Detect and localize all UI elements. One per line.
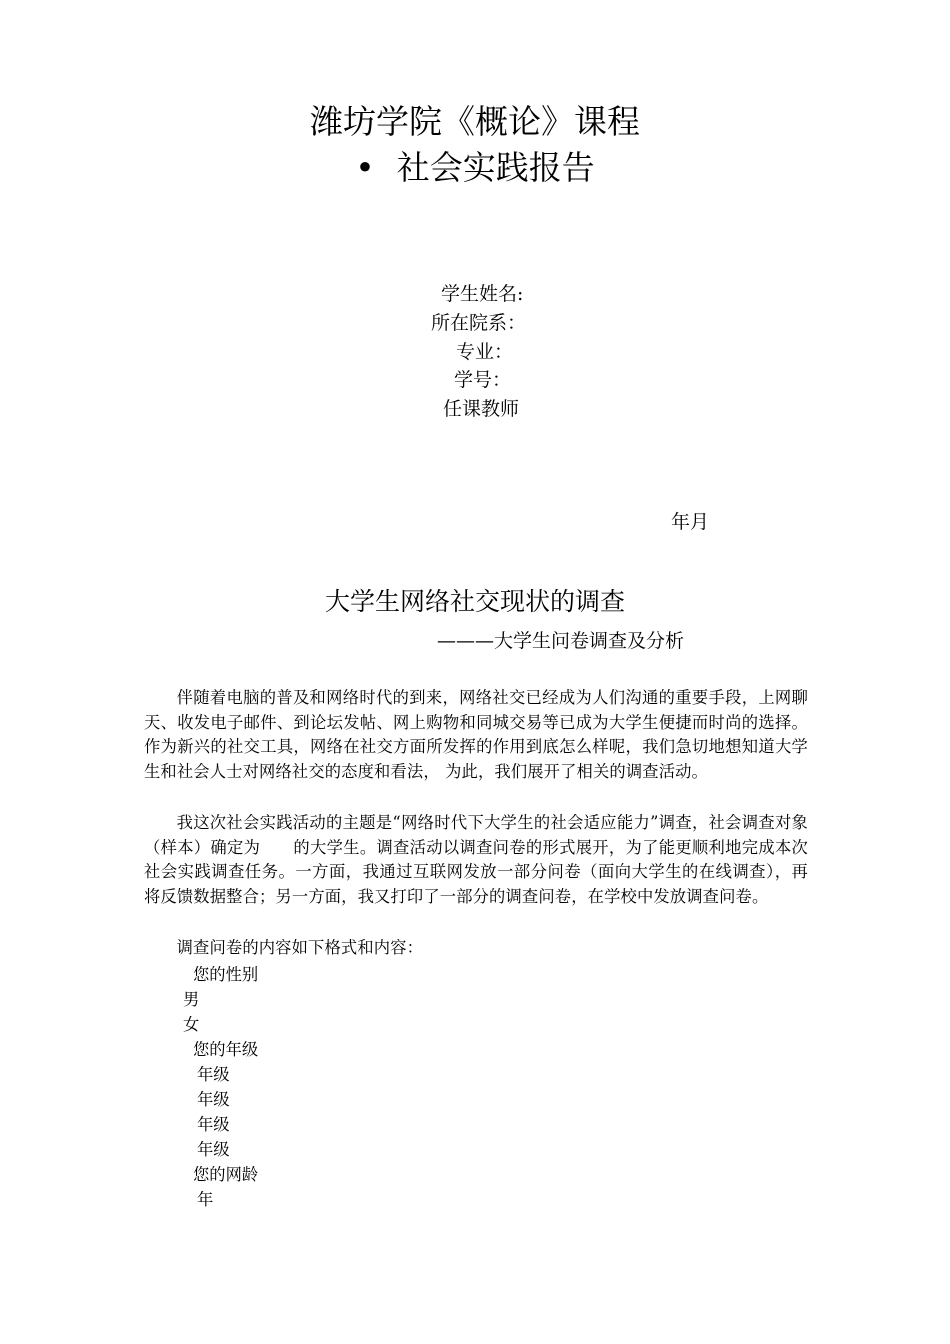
option-grade-4: 年级: [197, 1140, 230, 1159]
option-grade-1: 年级: [197, 1065, 230, 1084]
paragraph-method: 我这次社会实践活动的主题是“网络时代下大学生的社会适应能力”调查，社会调查对象（样本）确定为 的大学生。调查活动以调查问卷的形式展开，为了能更顺利地完成本次社会实践调查任务。一方面，我通过互联网发放一部分问卷（面向大学生的在线调查），再将反馈数据整合；另一方面，我又打印了一部分的调查问卷，在学校中发放调查问卷。: [144, 813, 808, 906]
option-male: 男: [183, 990, 200, 1009]
question-internet-age: 您的网龄: [193, 1165, 259, 1184]
teacher-label: 任课教师: [443, 398, 520, 420]
option-female: 女: [183, 1015, 200, 1034]
paragraph-intro: 伴随着电脑的普及和网络时代的到来，网络社交已经成为人们沟通的重要手段，上网聊天、收发电子邮件、到论坛发帖、网上购物和同城交易等已成为大学生便捷而时尚的选择。作为新兴的社交工具，网络在社交方面所发挥的作用到底怎么样呢，我们急切地想知道大学生和社会人士对网络社交的态度和看法， 为此，我们展开了相关的调查活动。: [144, 688, 808, 781]
bullet-mark: •: [355, 148, 375, 187]
report-subtitle: ———大学生问卷调查及分析: [437, 630, 685, 652]
date-label: 年月: [671, 511, 710, 533]
student-id-label: 学号：: [454, 369, 512, 391]
cover-title-line2: [0, 146, 950, 190]
student-name-label: 学生姓名:: [441, 283, 524, 305]
option-grade-3: 年级: [197, 1115, 230, 1134]
department-label: 所在院系：: [431, 312, 527, 334]
report-title: 大学生网络社交现状的调查: [324, 587, 625, 616]
paragraph-questionnaire-intro: 调查问卷的内容如下格式和内容：: [176, 938, 424, 957]
question-gender: 您的性别: [193, 965, 259, 984]
question-grade: 您的年级: [193, 1040, 259, 1059]
option-year: 年: [197, 1190, 214, 1209]
major-label: 专业：: [456, 341, 514, 363]
cover-title-line1: 潍坊学院《概论》课程: [310, 102, 640, 141]
option-grade-2: 年级: [197, 1090, 230, 1109]
cover-title-line2-text: 社会实践报告: [396, 148, 595, 187]
